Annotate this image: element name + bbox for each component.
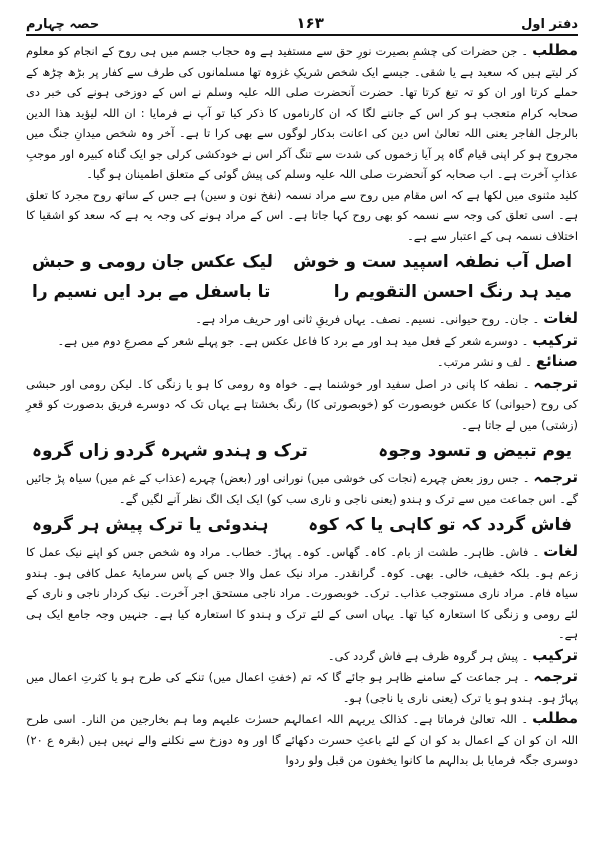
- note: [26, 308, 578, 330]
- note-label: ترکیب: [532, 645, 578, 664]
- note: [26, 351, 578, 373]
- note-label: ترکیب: [532, 330, 578, 349]
- verse-line: [26, 278, 578, 306]
- verse-first-hemistich: اصل آب نطفہ اسپید ست و خوش: [293, 252, 572, 272]
- verse-second-hemistich: لیک عکس جان رومی و حبش: [32, 252, 273, 272]
- verse-first-hemistich: مید ہد رنگ احسن التقویم را: [333, 282, 572, 302]
- note: [26, 708, 578, 771]
- note-label: صنائع: [535, 352, 578, 370]
- note-text: ۔ اللہ تعالیٰ فرماتا ہے۔ کذالک یریہم اللہ اعمالہم حسرٰت علیہم وما ہم بخارجین من النار۔ اسی طرح اللہ ان کو ان کے اعمال بد کو ان کے لئے باعثِ حسرت دکھائے گا اور وہ دوزخ سے نکلنے والے نہیں ہیں (بقرہ ع ۲۰) دوسری جگہ فرمایا بل بدالہم ما کانوا یخفون من قبل ولو ردوا: [26, 712, 578, 767]
- header-rule: [26, 34, 578, 36]
- note-label: مطلب: [532, 709, 578, 727]
- note-label: ترجمہ: [533, 373, 578, 392]
- verse-second-hemistich: ہندوئی یا ترک پیش ہر گروہ: [32, 515, 269, 535]
- verse-line: [26, 511, 578, 539]
- page-header: [26, 6, 578, 32]
- verse-line: [26, 248, 578, 276]
- note-text: ۔ جان۔ روح حیوانی۔ نسیم۔ نصف۔ یہاں فریقِ ثانی اور حریف مراد ہے۔: [195, 312, 540, 326]
- verse-second-hemistich: تا باسفل مے برد ایں نسیم را: [32, 282, 271, 302]
- verse-line: [26, 437, 578, 465]
- section-label: مطلب: [532, 41, 578, 59]
- note: [26, 666, 578, 708]
- note: [26, 541, 578, 645]
- note-text: ۔ لف و نشر مرتب۔: [436, 355, 532, 369]
- verse-first-hemistich: یوم تبیض و تسود وجوہ: [378, 441, 572, 461]
- note-label: ترجمہ: [533, 667, 578, 685]
- page-number: ۱۶۳: [296, 14, 324, 32]
- note-text: ۔ ہر جماعت کے سامنے ظاہر ہو جائے گا کہ تم (خفتِ اعمال میں) تنکے کی طرح ہو یا کثرتِ اعمال میں پہاڑ ہو۔ ہندو ہو یا ترک (یعنی ناری یا ناجی) ہو۔: [26, 670, 578, 705]
- note-label: لغات: [543, 309, 578, 327]
- note-text: ۔ پیش ہر گروہ ظرف ہے فاش گردد کی۔: [327, 648, 529, 663]
- note: [26, 373, 578, 436]
- note: [26, 645, 578, 667]
- paragraph: [26, 185, 578, 247]
- note-label: ترجمہ: [533, 468, 578, 486]
- note-text: ۔ جس روز بعض چہرے (نجات کی خوشی میں) نورانی اور (بعض) چہرے (عذاب کے غم میں) سیاہ پڑ جائیں گے۔ اس جماعت میں سے ترک و ہندو (یعنی ناجی و ناری سب کو) ایک ایک الگ نظر آنے لگیں گے۔: [26, 471, 578, 506]
- note: [26, 467, 578, 509]
- note-text: ۔ نطفہ کا پانی در اصل سفید اور خوشنما ہے۔ خواہ وہ رومی کا ہو یا زنگی کا۔ لیکن رومی اور حبشی کی روح (حیوانی) کا عکس خوبصورت کو (خوبصورتی کا) رنگ بخشتا ہے یہاں تک کہ دوسرے فریق بدصورت کو قعرِ (زشتی) میں لے جاتا ہے۔: [26, 376, 578, 432]
- header-part: حصہ چہارم: [26, 17, 100, 32]
- note-text: ۔ دوسرے شعر کے فعل مید ہد اور مے برد کا فاعل عکس ہے۔ جو پہلے شعر کے مصرعِ دوم میں ہے۔: [57, 333, 529, 348]
- note-text: ۔ فاش۔ ظاہر۔ طشت از بام۔ کاہ۔ گھاس۔ کوہ۔ پہاڑ۔ خطاب۔ مراد وہ شخص جس کو اپنے نیک عمل کا زعم ہو۔ بلکہ خفیف، خالی۔ بھی۔ کوہ۔ گرانقدر۔ مراد نیک عمل والا جس کے پاس سرمایۂ عمل کافی ہو۔ ہندو سیاہ فام۔ مراد ناری مستوجب عذاب۔ ترک۔ خوبصورت۔ مراد ناجی مستحق اجر آخرت۔ نیک کردار ناجی و ناری کے لئے رومی و زنگی کا استعارہ کیا تھا۔ یہاں اسی کے لئے ترک و ہندو کا استعارہ کیا ہے۔ جنہیں وجہ جامع ایک ہی ہے۔: [26, 545, 578, 641]
- verse-first-hemistich: فاش گردد کہ تو کاہی یا کہ کوہ: [308, 515, 572, 535]
- note: [26, 330, 578, 352]
- paragraph: [26, 40, 578, 185]
- verse-second-hemistich: ترک و ہندو شہرہ گردو زاں گروہ: [32, 441, 308, 461]
- note-label: لغات: [543, 542, 578, 560]
- section-text: ۔ جن حضرات کی چشمِ بصیرت نورِ حق سے مستفید ہے وہ حجاب جسم میں ہی روح کے انجام کو معلوم کر لیتے ہیں کہ سعید ہے یا شقی۔ جیسے ایک شخص شریکِ غزوہ تھا مسلمانوں کی طرف سے کفار پر بڑھ چڑھ کے حملے کرتا اور ان کو تہ تیغ کرتا تھا۔ حضرت آنحضرت صلی اللہ علیہ وسلم نے اس کے دوزخی ہونے کی خبر دی صحابہ کرام متعجب ہو کر اس کے جاننے لگا کہ ان کارناموں کا ذکر کیا تو آپ نے فرمایا : ان اللہ لیؤید ھذا الدین بالرجل الفاجر یعنی اللہ تعالیٰ اس دین کی اعانت بدکار لوگوں سے بھی کرا تا ہے۔ آخر وہ شخص میدانِ جنگ میں مجروح ہو کر اپنی قیام گاہ پر آیا زخموں کی شدت سے تنگ آکر اس نے خودکشی کرلی جو ایک گناہ کبیرہ اور موجبِ عذابِ آخرت ہے۔ اب صحابہ کو آنحضرت صلی اللہ علیہ وسلم کی پیش گوئی کے متعلق اطمینان ہو گیا۔: [26, 44, 578, 181]
- header-volume: دفتر اول: [521, 17, 578, 32]
- section-text: کلید مثنوی میں لکھا ہے کہ اس مقام میں روح سے مراد نسمہ (نفخ نون و سین) ہے جس کے ساتھ روح مجرد کا تعلق ہے۔ اسی تعلق کی وجہ سے نسمہ کو بھی روح کہا جاتا ہے۔ اس کے مراد ہونے کی وجہ یہ ہے کہ سعد کو اشقیا کا اختلاف نسمہ ہی کے اعتبار سے ہے۔: [26, 187, 578, 243]
